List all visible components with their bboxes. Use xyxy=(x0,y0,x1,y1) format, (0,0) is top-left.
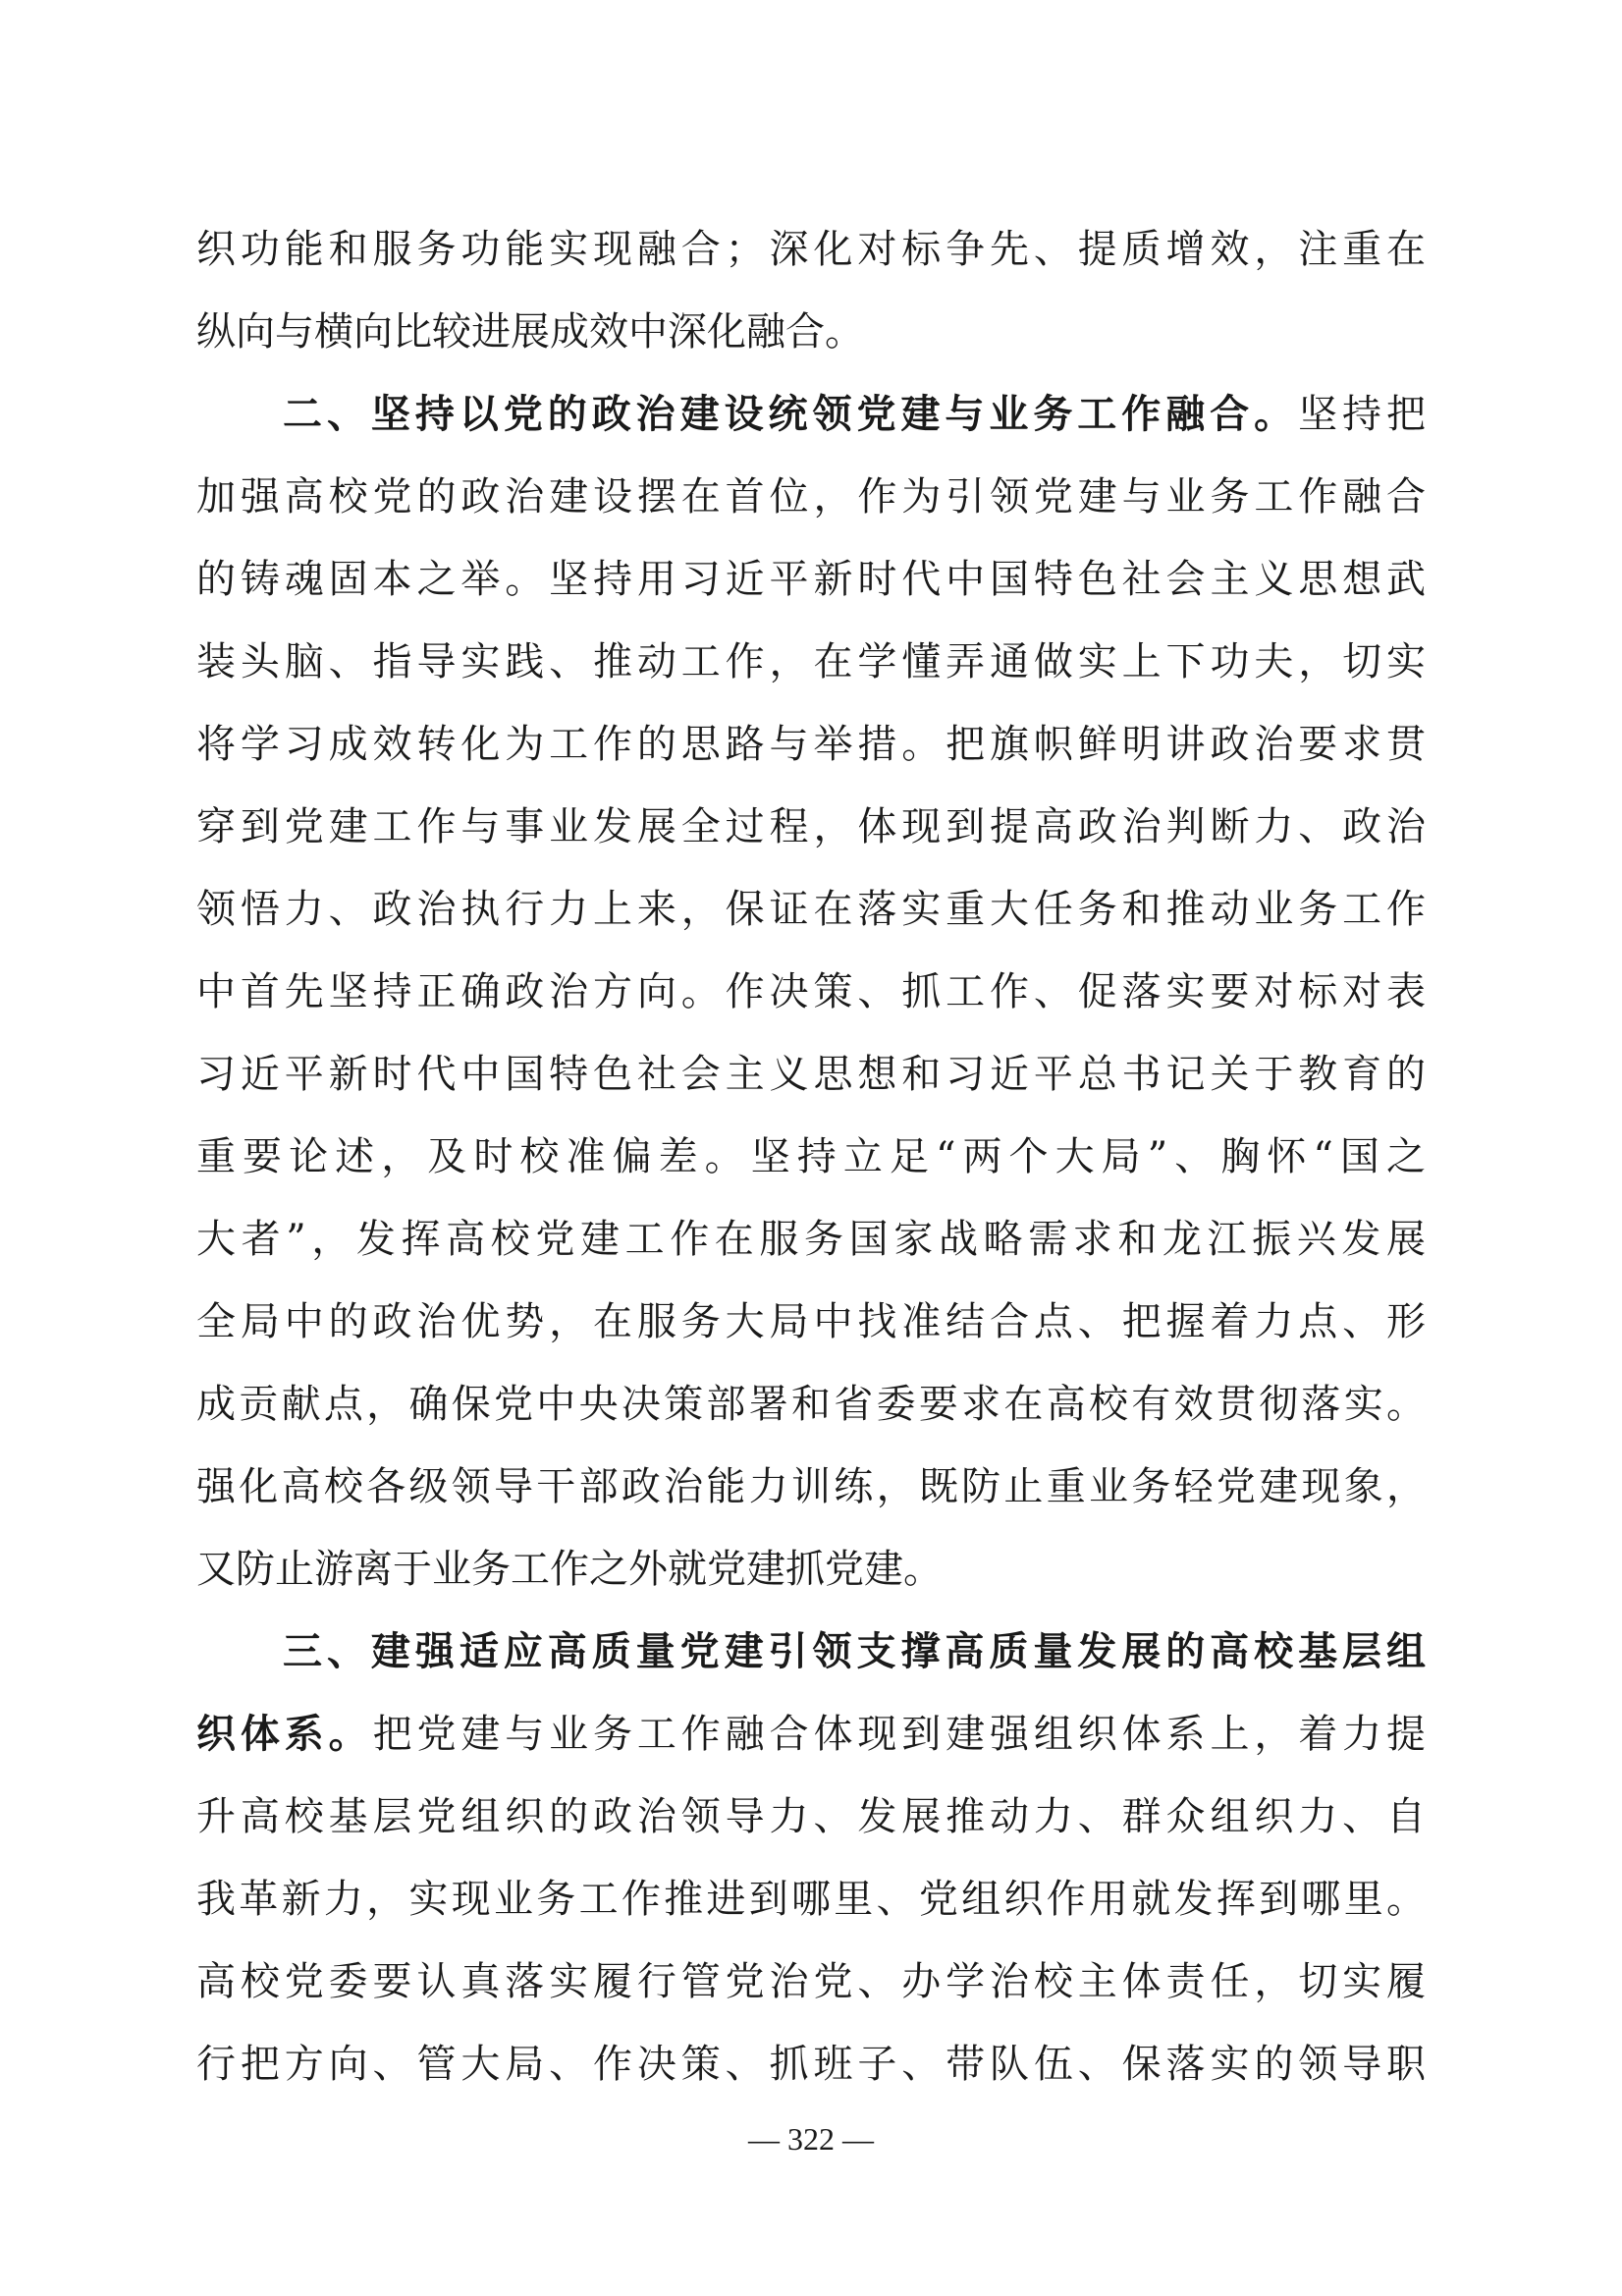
body-text-segment: 坚持把 xyxy=(1298,392,1427,437)
body-text-segment: 高校党委要认真落实履行管党治党、办学治校主体责任，切实履 xyxy=(196,1959,1426,2004)
heading-text: 织体系。 xyxy=(196,1712,373,1757)
text-line xyxy=(196,1281,1426,1363)
text-line xyxy=(196,2023,1426,2105)
body-text-segment: 行把方向、管大局、作决策、抓班子、带队伍、保落实的领导职 xyxy=(196,2042,1426,2087)
text-line xyxy=(196,621,1426,703)
body-text-segment: 中首先坚持正确政治方向。作决策、抓工作、促落实要对标对表 xyxy=(196,969,1426,1014)
body-text-segment: 的铸魂固本之举。坚持用习近平新时代中国特色社会主义思想武 xyxy=(196,557,1426,602)
body-text-segment: 织功能和服务功能实现融合；深化对标争先、提质增效，注重在 xyxy=(196,227,1426,272)
body-text-segment: 穿到党建工作与事业发展全过程，体现到提高政治判断力、政治 xyxy=(196,804,1426,849)
body-text-segment: 习近平新时代中国特色社会主义思想和习近平总书记关于教育的 xyxy=(196,1052,1426,1097)
body-text-segment: 又防止游离于业务工作之外就党建抓党建。 xyxy=(196,1547,943,1592)
text-line xyxy=(196,373,1426,456)
text-line xyxy=(196,538,1426,621)
body-text-segment: 我革新力，实现业务工作推进到哪里、党组织作用就发挥到哪里。 xyxy=(196,1877,1426,1922)
heading-text: 二、坚持以党的政治建设统领党建与业务工作融合。 xyxy=(283,392,1299,437)
body-text-segment: 升高校基层党组织的政治领导力、发展推动力、群众组织力、自 xyxy=(196,1794,1426,1839)
text-line xyxy=(196,1693,1426,1776)
body-text-segment: 大者”，发挥高校党建工作在服务国家战略需求和龙江振兴发展 xyxy=(196,1217,1426,1262)
page-number: — 322 — xyxy=(748,2121,874,2157)
text-line xyxy=(196,1776,1426,1858)
text-line xyxy=(196,868,1426,951)
body-text-segment: 强化高校各级领导干部政治能力训练，既防止重业务轻党建现象， xyxy=(196,1464,1426,1509)
heading-text: 三、建强适应高质量党建引领支撑高质量发展的高校基层组 xyxy=(283,1629,1426,1674)
body-text-segment: 领悟力、政治执行力上来，保证在落实重大任务和推动业务工作 xyxy=(196,887,1426,932)
text-line xyxy=(196,208,1426,291)
body-text-segment: 成贡献点，确保党中央决策部署和省委要求在高校有效贯彻落实。 xyxy=(196,1382,1426,1427)
text-line xyxy=(196,1528,1426,1611)
body-text-segment: 把党建与业务工作融合体现到建强组织体系上，着力提 xyxy=(372,1712,1427,1757)
text-line xyxy=(196,1941,1426,2023)
text-line xyxy=(196,1198,1426,1281)
text-line xyxy=(196,456,1426,538)
text-line xyxy=(196,786,1426,868)
text-line xyxy=(196,1858,1426,1941)
text-line xyxy=(196,1446,1426,1528)
text-line xyxy=(196,1363,1426,1446)
body-text-segment: 重要论述，及时校准偏差。坚持立足“两个大局”、胸怀“国之 xyxy=(196,1134,1426,1179)
text-line xyxy=(196,1033,1426,1116)
body-text-segment: 装头脑、指导实践、推动工作，在学懂弄通做实上下功夫，切实 xyxy=(196,639,1426,684)
body-text-segment: 将学习成效转化为工作的思路与举措。把旗帜鲜明讲政治要求贯 xyxy=(196,722,1426,767)
body-text-segment: 全局中的政治优势，在服务大局中找准结合点、把握着力点、形 xyxy=(196,1299,1426,1344)
text-line xyxy=(196,1611,1426,1693)
body-text xyxy=(196,208,1426,2105)
text-line xyxy=(196,291,1426,373)
body-text-segment: 纵向与横向比较进展成效中深化融合。 xyxy=(196,309,864,355)
body-text-segment: 加强高校党的政治建设摆在首位，作为引领党建与业务工作融合 xyxy=(196,474,1426,519)
text-line xyxy=(196,1116,1426,1198)
text-line xyxy=(196,951,1426,1033)
text-line xyxy=(196,703,1426,786)
